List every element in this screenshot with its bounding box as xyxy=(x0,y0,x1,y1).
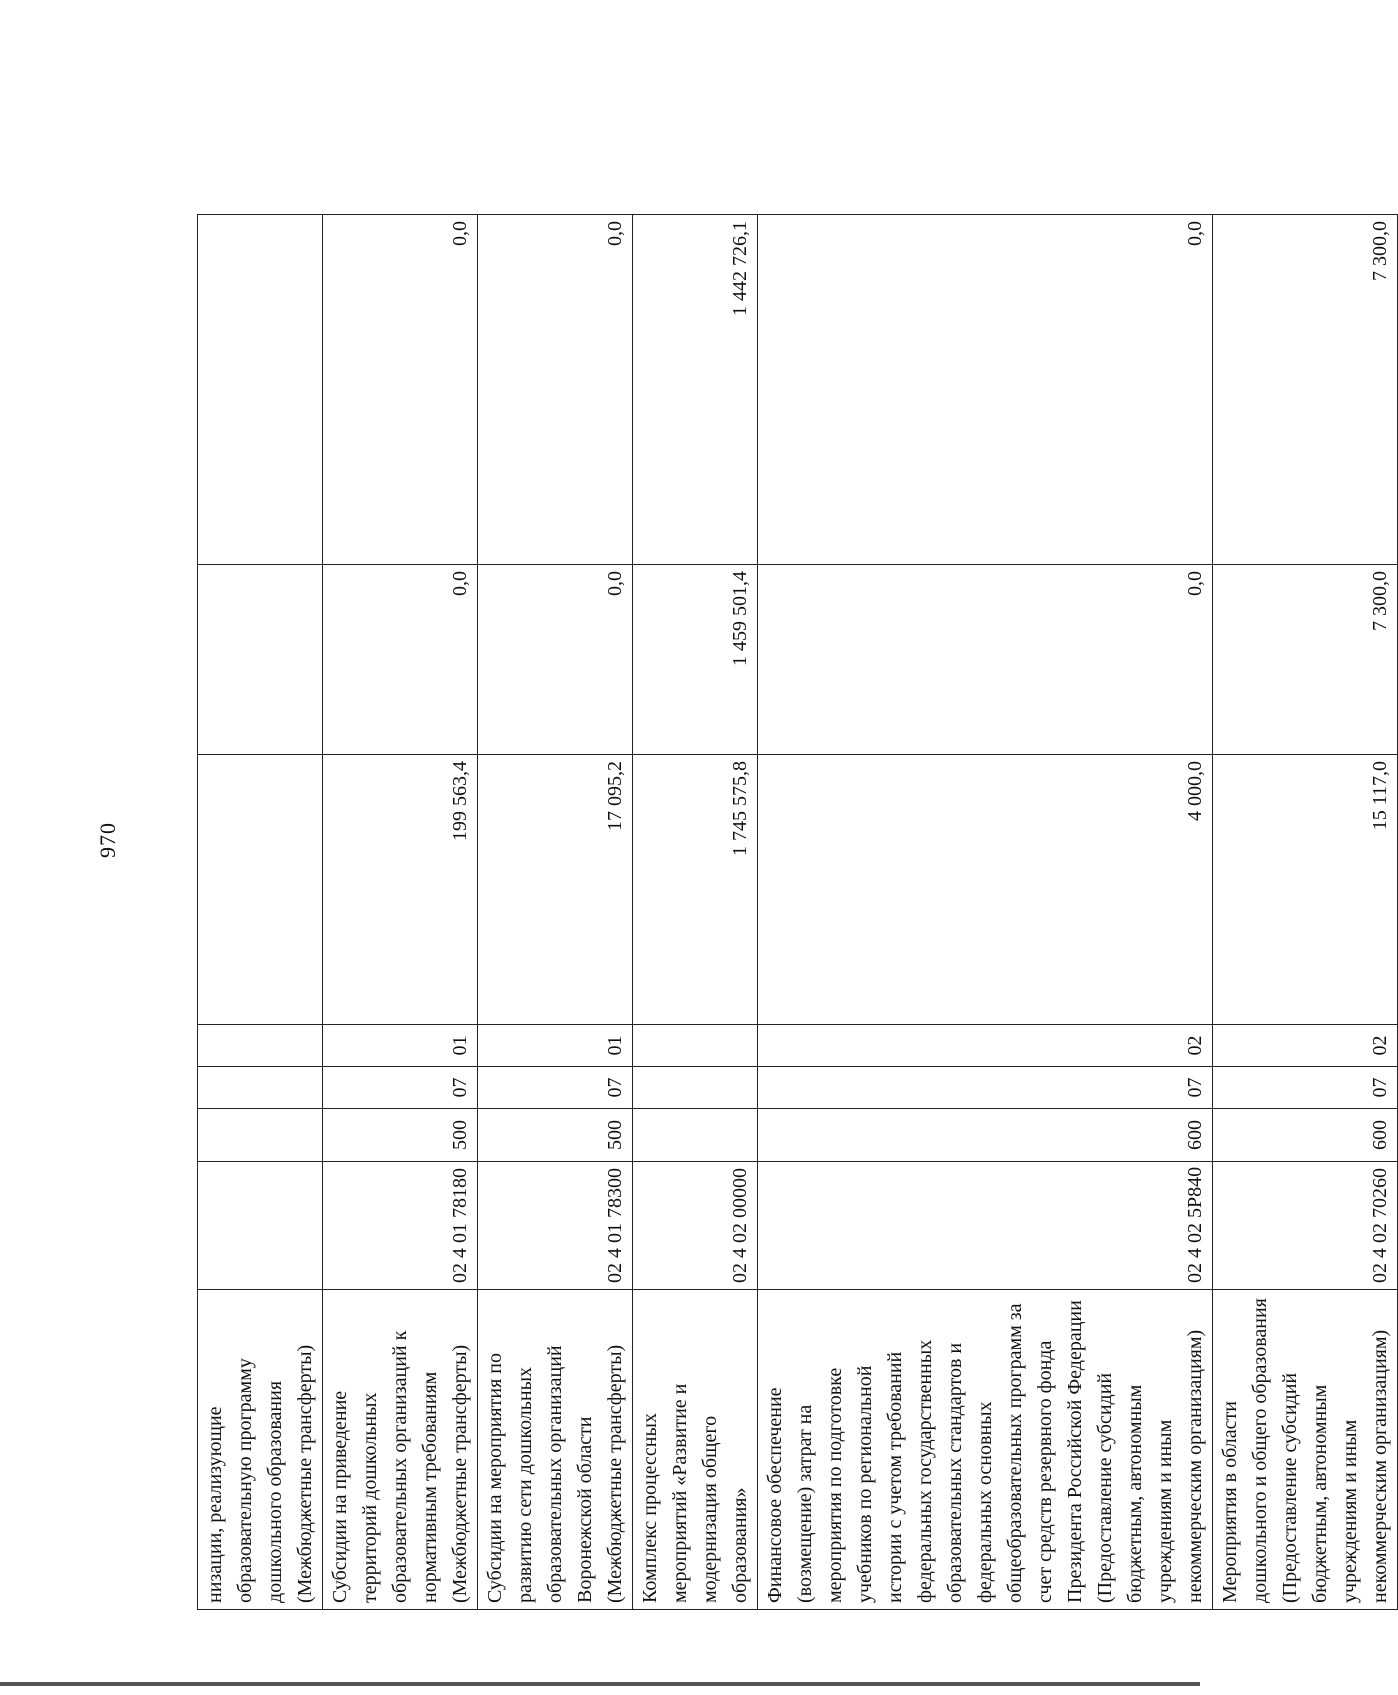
budget-table-rotated xyxy=(197,215,1391,1610)
amount-year-2 xyxy=(198,565,323,755)
subsection-code: 01 xyxy=(478,1025,633,1067)
amount-year-3: 7 300,0 xyxy=(1213,215,1398,565)
budget-table xyxy=(197,214,1398,1610)
amount-year-1: 17 095,2 xyxy=(478,755,633,1025)
amount-year-2: 7 300,0 xyxy=(1213,565,1398,755)
section-code: 07 xyxy=(758,1067,1213,1109)
row-description: Субсидии на приведение территорий дошкольных образовательных организаций к нормативным требованиям (Межбюджетные трансферты) xyxy=(323,1290,478,1610)
amount-year-1: 199 563,4 xyxy=(323,755,478,1025)
row-description: Мероприятия в области дошкольного и общего образования (Предоставление субсидий бюджетным, автономным учреждениям и иным некоммерческим организациям) xyxy=(1213,1290,1398,1610)
target-code: 02 4 01 78180 xyxy=(323,1162,478,1290)
amount-year-1: 15 117,0 xyxy=(1213,755,1398,1025)
amount-year-2: 0,0 xyxy=(323,565,478,755)
amount-year-1: 1 745 575,8 xyxy=(633,755,758,1025)
table-row xyxy=(323,215,478,1610)
amount-year-1 xyxy=(198,755,323,1025)
section-code: 07 xyxy=(478,1067,633,1109)
amount-year-3 xyxy=(198,215,323,565)
amount-year-2: 0,0 xyxy=(478,565,633,755)
expense-type xyxy=(633,1109,758,1162)
table-row xyxy=(478,215,633,1610)
subsection-code xyxy=(198,1025,323,1067)
expense-type: 600 xyxy=(758,1109,1213,1162)
table-row xyxy=(633,215,758,1610)
amount-year-3: 0,0 xyxy=(478,215,633,565)
target-code xyxy=(198,1162,323,1290)
target-code: 02 4 02 5Р840 xyxy=(758,1162,1213,1290)
target-code: 02 4 02 70260 xyxy=(1213,1162,1398,1290)
amount-year-3: 0,0 xyxy=(323,215,478,565)
table-row xyxy=(758,215,1213,1610)
target-code: 02 4 02 00000 xyxy=(633,1162,758,1290)
amount-year-3: 0,0 xyxy=(758,215,1213,565)
subsection-code: 01 xyxy=(323,1025,478,1067)
section-code xyxy=(633,1067,758,1109)
expense-type: 500 xyxy=(478,1109,633,1162)
row-description: Финансовое обеспечение (возмещение) затрат на мероприятия по подготовке учебников по региональной истории с учетом требований федеральных государственных образовательных стандартов и федеральных основных общеобразовательных программ за счет средств резервного фонда Президента Российской Федерации (Предоставление субсидий бюджетным, автономным учреждениям и иным некоммерческим организациям) xyxy=(758,1290,1213,1610)
amount-year-1: 4 000,0 xyxy=(758,755,1213,1025)
amount-year-2: 1 459 501,4 xyxy=(633,565,758,755)
expense-type: 600 xyxy=(1213,1109,1398,1162)
subsection-code: 02 xyxy=(1213,1025,1398,1067)
row-description: Субсидии на мероприятия по развитию сети дошкольных образовательных организаций Воронежской области (Межбюджетные трансферты) xyxy=(478,1290,633,1610)
row-description: низации, реализующие образовательную программу дошкольного образования (Межбюджетные трансферты) xyxy=(198,1290,323,1610)
row-description: Комплекс процессных мероприятий «Развитие и модернизация общего образования» xyxy=(633,1290,758,1610)
section-code: 07 xyxy=(1213,1067,1398,1109)
subsection-code: 02 xyxy=(758,1025,1213,1067)
table-row xyxy=(1213,215,1398,1610)
section-code: 07 xyxy=(323,1067,478,1109)
expense-type xyxy=(198,1109,323,1162)
section-code xyxy=(198,1067,323,1109)
amount-year-3: 1 442 726,1 xyxy=(633,215,758,565)
expense-type: 500 xyxy=(323,1109,478,1162)
table-row xyxy=(198,215,323,1610)
page-number: 970 xyxy=(95,822,120,858)
page-bottom-rule xyxy=(0,1682,1200,1686)
amount-year-2: 0,0 xyxy=(758,565,1213,755)
subsection-code xyxy=(633,1025,758,1067)
target-code: 02 4 01 78300 xyxy=(478,1162,633,1290)
